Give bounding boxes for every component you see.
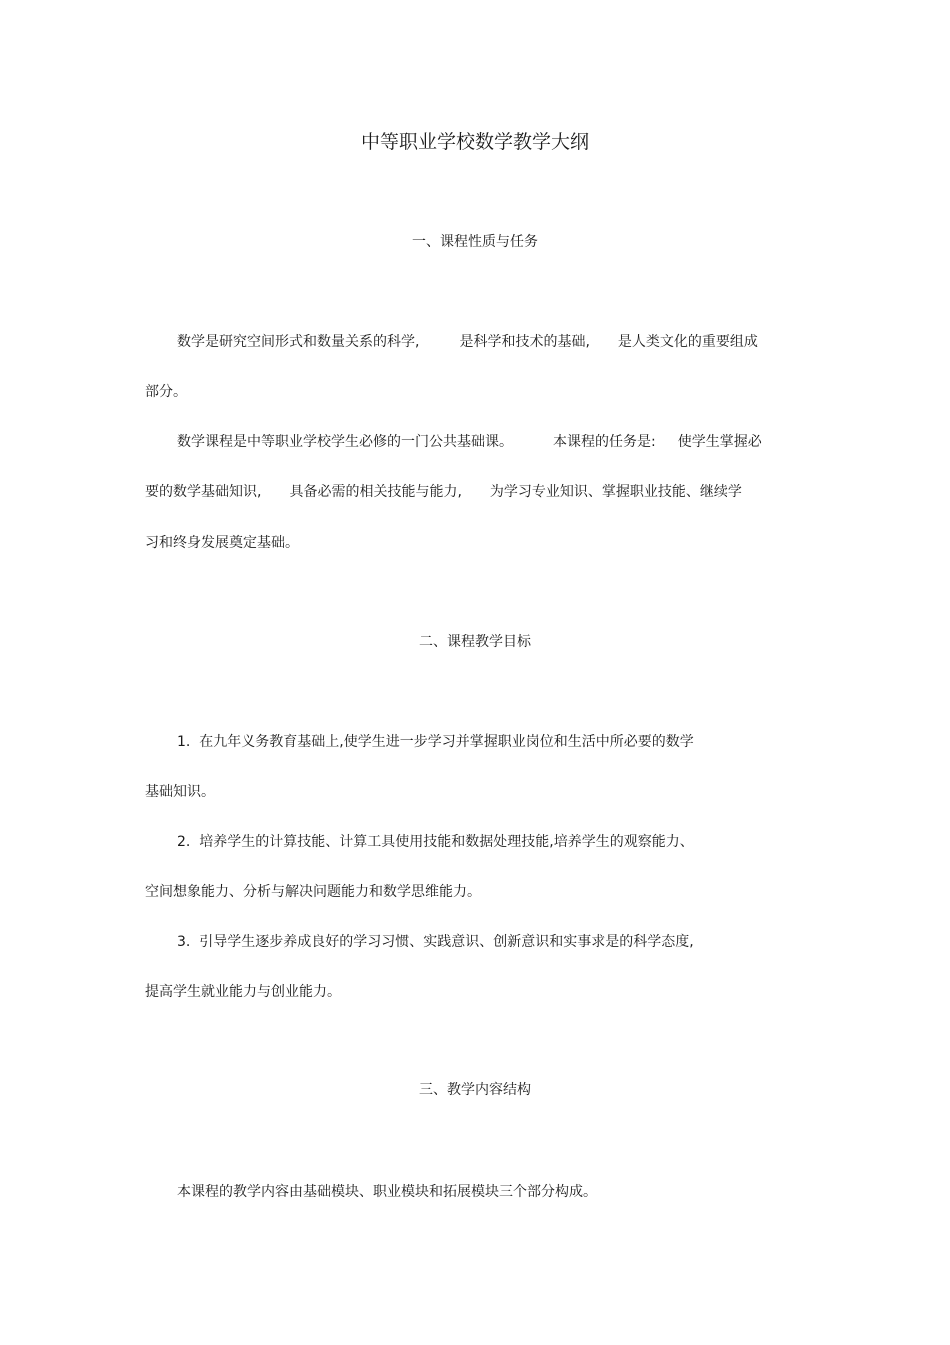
text-segment: 数学课程是中等职业学校学生必修的一门公共基础课。 [177, 434, 513, 450]
text-segment: 使学生掌握必 [677, 434, 762, 450]
paragraph-line [177, 432, 762, 452]
list-item-line: 2. 培养学生的计算技能、计算工具使用技能和数据处理技能,培养学生的观察能力、 [177, 834, 694, 850]
text-segment: 是科学和技术的基础, [459, 334, 590, 350]
section-heading-3: 三、教学内容结构 [419, 1082, 531, 1098]
section-heading-2: 二、课程教学目标 [419, 634, 531, 650]
document-title: 中等职业学校数学教学大纲 [360, 131, 589, 153]
paragraph-line: 习和终身发展奠定基础。 [145, 535, 299, 551]
text-segment: 本课程的任务是: [553, 434, 656, 450]
text-segment: 为学习专业知识、掌握职业技能、继续学 [489, 484, 742, 500]
list-item-line: 基础知识。 [145, 784, 215, 800]
text-segment: 要的数学基础知识, [145, 484, 262, 500]
text-segment: 具备必需的相关技能与能力, [289, 484, 462, 500]
paragraph-line: 本课程的教学内容由基础模块、职业模块和拓展模块三个部分构成。 [177, 1184, 597, 1200]
section-heading-1: 一、课程性质与任务 [412, 234, 538, 250]
list-item-line: 1. 在九年义务教育基础上,使学生进一步学习并掌握职业岗位和生活中所必要的数学 [177, 734, 694, 750]
text-segment: 数学是研究空间形式和数量关系的科学, [177, 334, 420, 350]
list-item-line: 3. 引导学生逐步养成良好的学习习惯、实践意识、创新意识和实事求是的科学态度, [177, 934, 694, 950]
paragraph-line [177, 332, 758, 352]
list-item-line: 空间想象能力、分析与解决问题能力和数学思维能力。 [145, 884, 481, 900]
list-item-line: 提高学生就业能力与创业能力。 [145, 984, 341, 1000]
paragraph-line [145, 482, 742, 502]
text-segment: 是人类文化的重要组成 [617, 334, 758, 350]
paragraph-line: 部分。 [145, 384, 187, 400]
